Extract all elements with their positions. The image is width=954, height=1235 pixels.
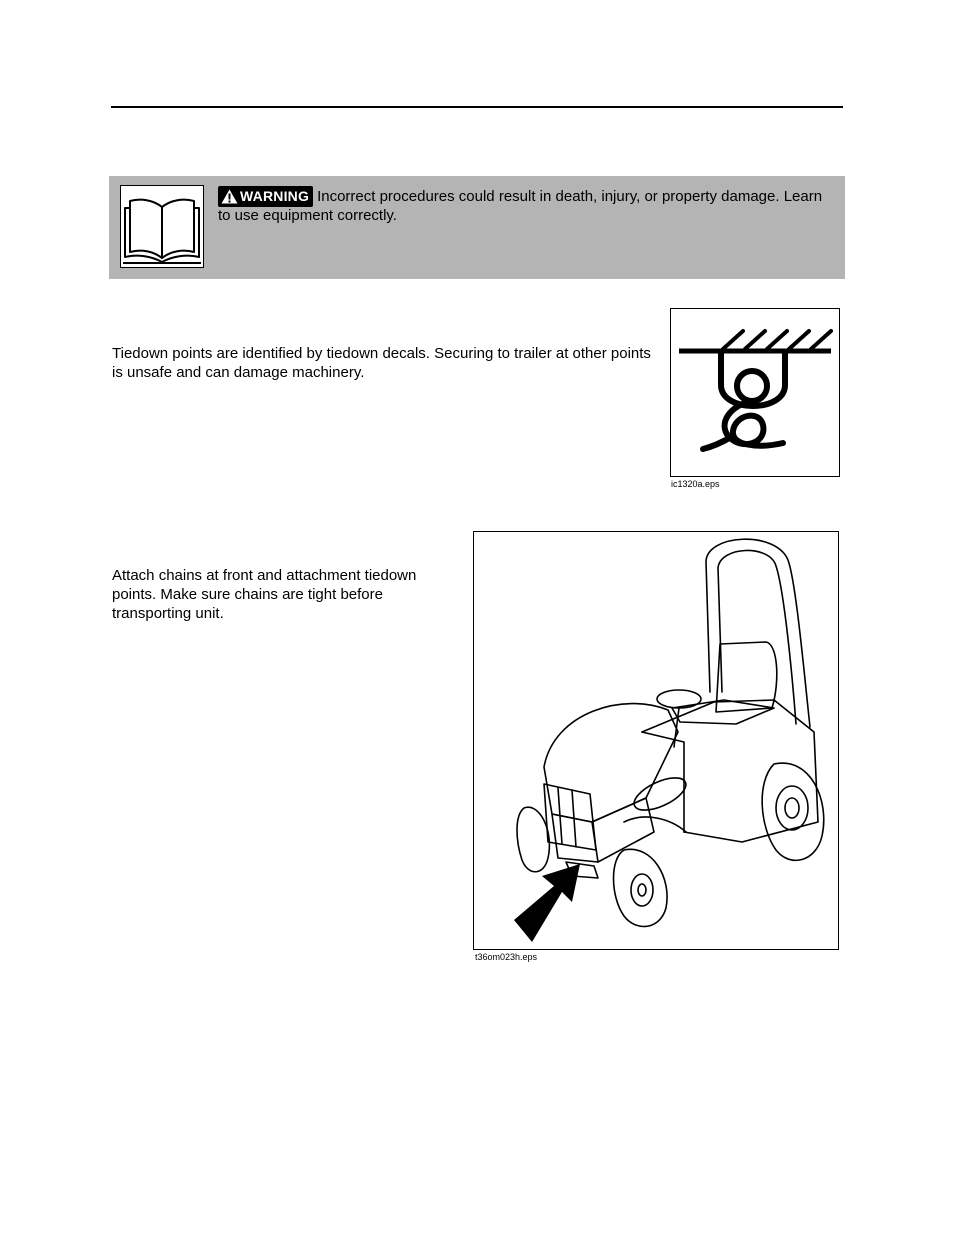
tiedown-arrow (514, 864, 580, 942)
tractor-tiedown-figure (473, 531, 839, 950)
figure-caption-tiedown-decal: ic1320a.eps (671, 479, 720, 489)
figure-caption-tractor: t36om023h.eps (475, 952, 538, 962)
chain-attachment-paragraph: Attach chains at front and attachment tiedown points. Make sure chains are tight before transporting unit. (112, 567, 417, 622)
rear-wheel (762, 763, 824, 860)
warning-triangle-icon (221, 189, 238, 204)
steering-wheel (657, 690, 701, 708)
header-rule (111, 106, 843, 108)
warning-message (218, 188, 833, 225)
tractor-illustration (474, 532, 838, 949)
tiedown-decal-icon (671, 309, 839, 476)
warning-panel (109, 176, 845, 279)
warning-text: Incorrect procedures could result in death, injury, or property damage. Learn to use equipment correctly. (218, 188, 823, 224)
warning-badge (218, 186, 313, 207)
front-left-wheel (517, 807, 549, 872)
tiedown-decal-paragraph: Tiedown points are identified by tiedown decals. Securing to trailer at other points is unsafe and can damage machinery. (112, 345, 651, 381)
open-book-icon (120, 185, 204, 268)
warning-badge-label: WARNING (240, 188, 310, 204)
hood (544, 704, 678, 822)
front-right-wheel (614, 849, 668, 926)
tiedown-decal-figure (670, 308, 840, 477)
